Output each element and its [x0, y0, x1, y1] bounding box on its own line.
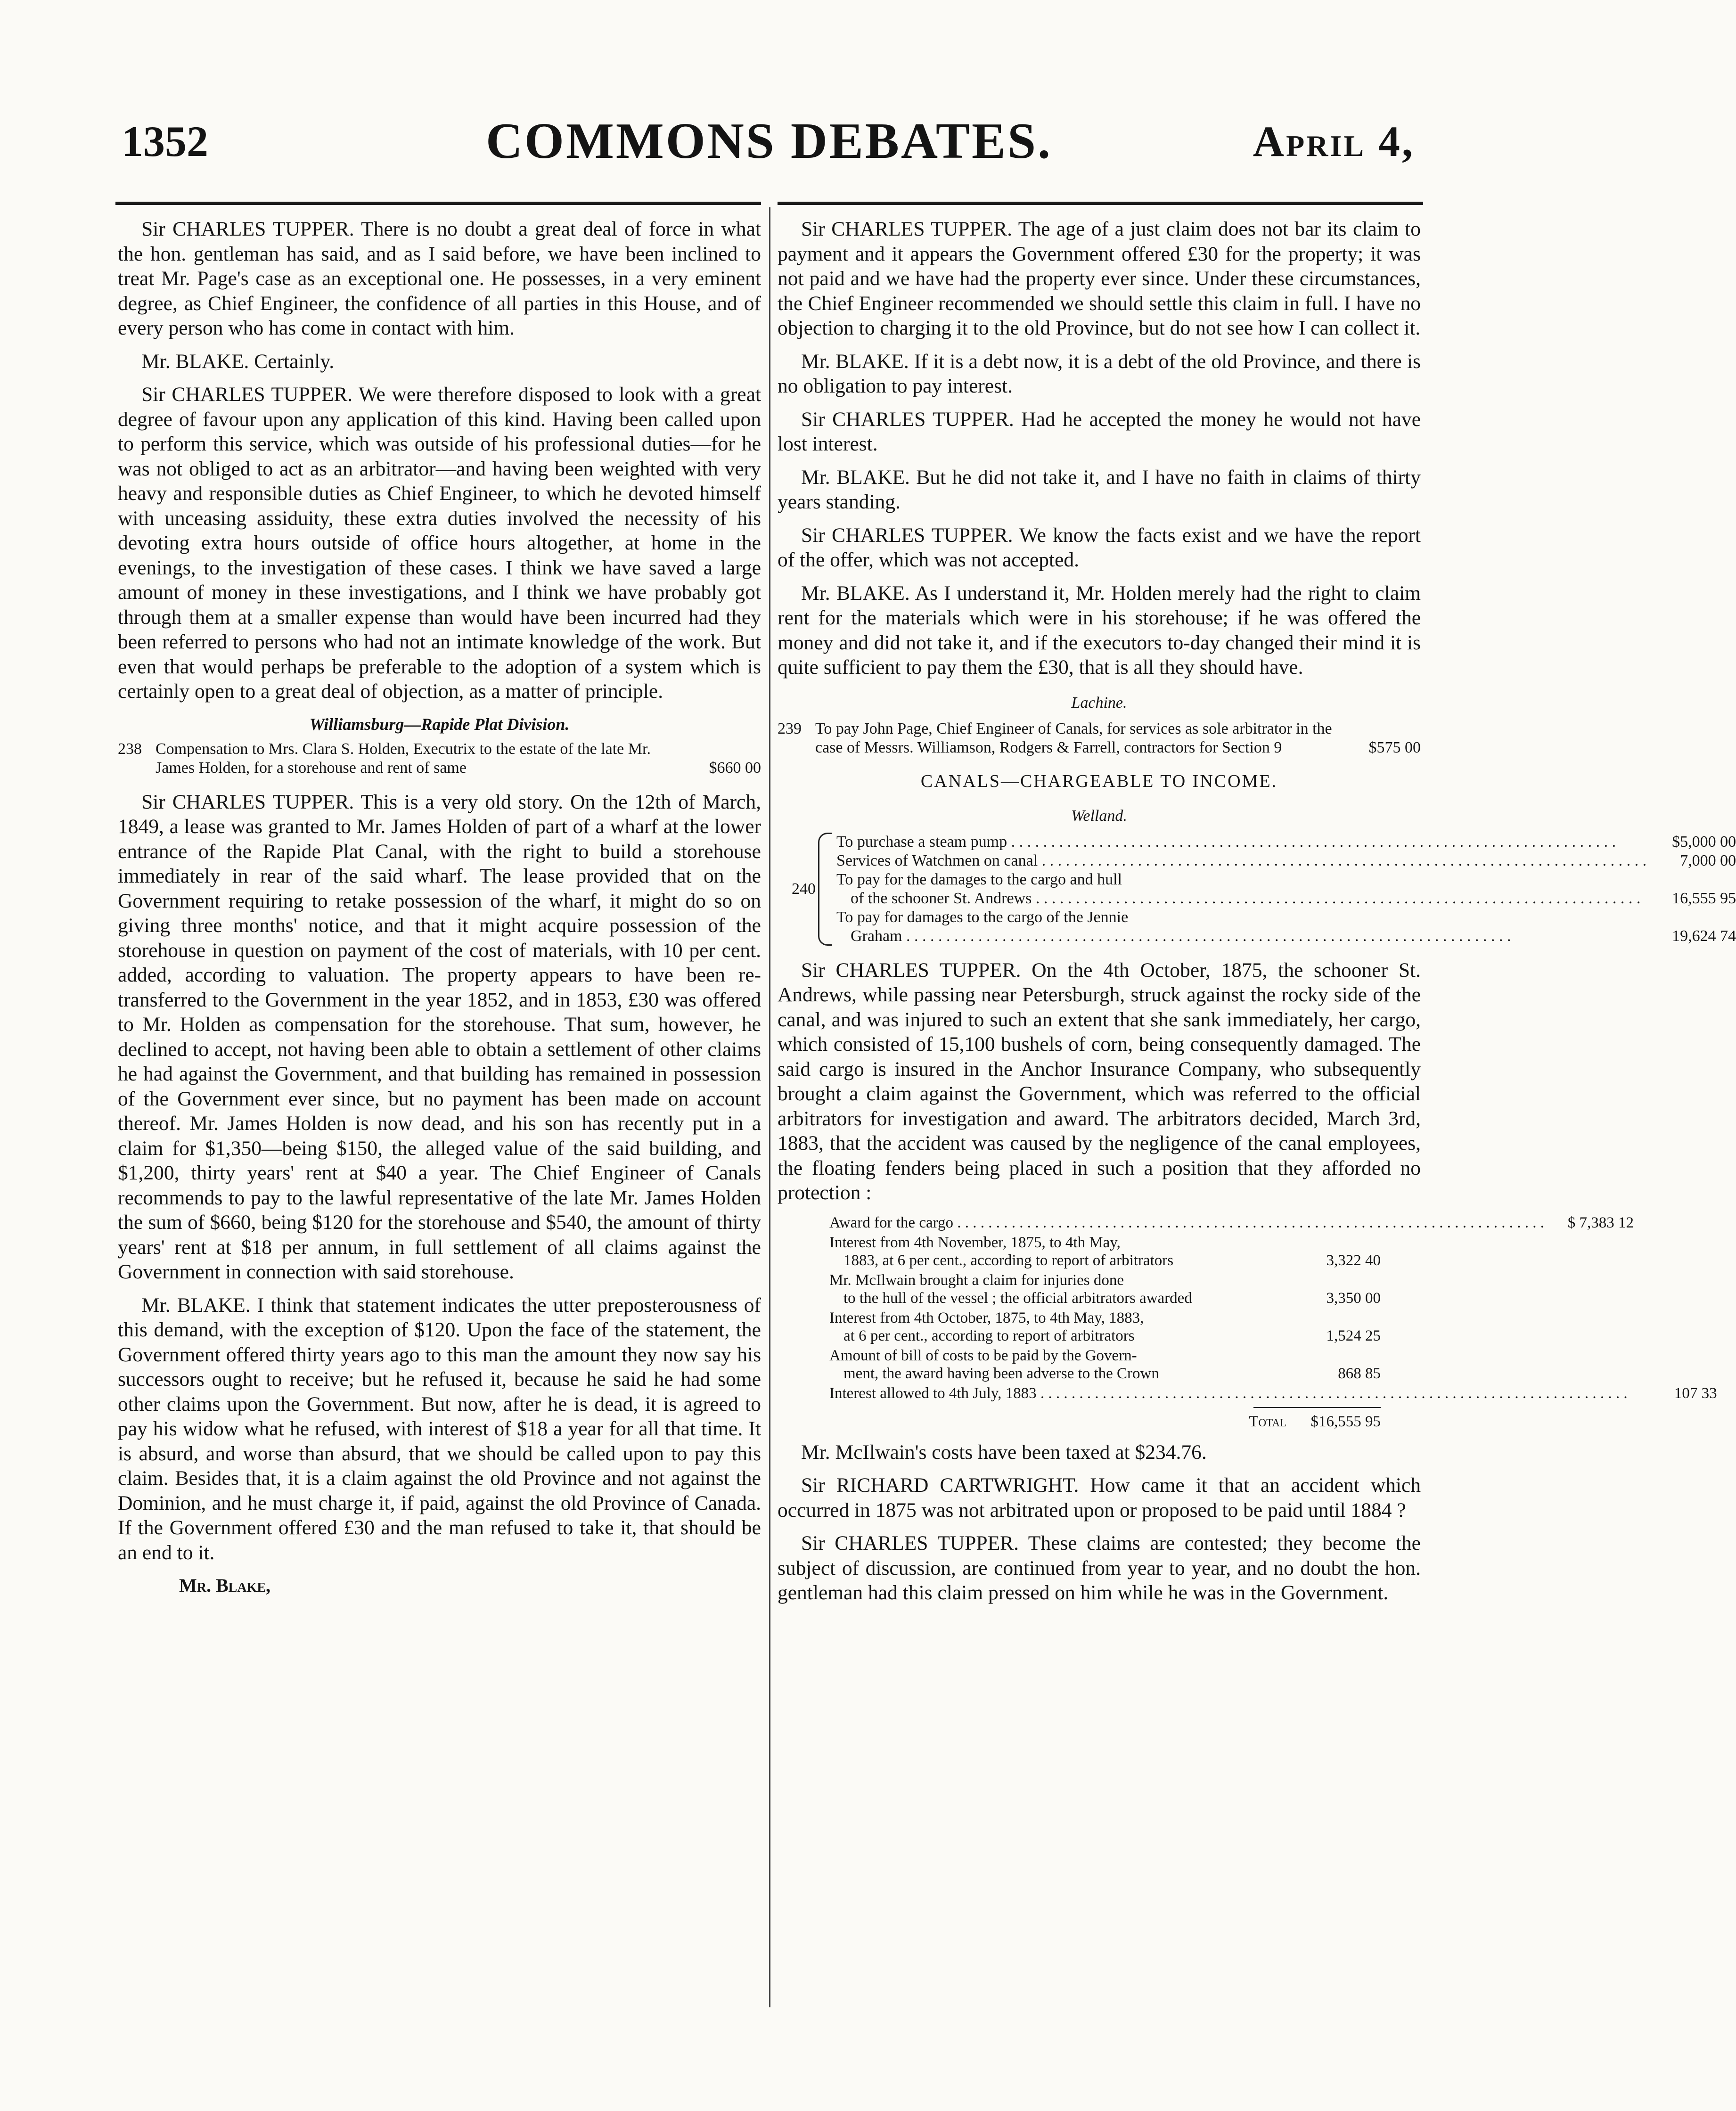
paragraph: Mr. BLAKE. I think that statement indicates the utter preposterousness of this demand, with the exception of $120. Upon the face of the statement, the Government offered thirty years ago to this man the amount they now say his successors ought to receive; but he refused it, because he said he had some other claims upon the Government. But now, after he is dead, it is agreed to pay his widow what he refused, with interest of $18 a year for all that time. It is absurd, and worse than absurd, that we should be called upon to pay this claim. Besides that, it is a claim against the old Province and not against the Dominion, and he must charge it, if paid, against the old Province of Canada. If the Government offered £30 and the man refused to take it, that should be an end to it.: [118, 1293, 761, 1564]
item-line-text: To pay for damages to the cargo of the Jennie: [836, 908, 1129, 926]
paragraph: Sir CHARLES TUPPER. On the 4th October, 1875, the schooner St. Andrews, while passing near Petersburgh, struck against the rocky side of the canal, and was injured to such an extent that she sank immediately, her cargo, which consisted of 15,100 bushels of corn, being consequently damaged. The said cargo is insured in the Anchor Insurance Company, who subsequently brought a claim against the Government, which was referred to the official arbitrators for investigation and award. The arbitrators decided, March 3rd, 1883, that the accident was caused by the negligence of the canal employees, the floating fenders being placed in such a position that they afforded no protection :: [778, 958, 1421, 1204]
item-line-text: Graham . . .: [836, 927, 1646, 946]
award-row-amount: 1,524 25: [1326, 1327, 1381, 1344]
item-line-amount: 19,624 74: [1672, 927, 1736, 945]
award-row: [829, 1271, 1381, 1307]
award-row-text: Mr. McIlwain brought a claim for injuries done: [829, 1271, 1124, 1289]
item-line-amount: $5,000 00: [1672, 833, 1736, 851]
paragraph: Sir CHARLES TUPPER. This is a very old story. On the 12th of March, 1849, a lease was granted to Mr. James Holden of part of a wharf at the lower entrance of the Rapide Plat Canal, with the right to build a storehouse immediately in rear of the said wharf. The lease provided that on the Government requiring to retake possession of the wharf, it might do so on giving three months' notice, and that it might acquire possession of the storehouse in question on payment of the cost of materials, with 10 per cent. added, according to valuation. The property appears to have been re-transferred to the Government in the year 1852, and in 1853, £30 was offered to Mr. Holden as compensation for the storehouse. That sum, however, he declined to accept, not having been able to obtain a settlement of other claims he had against the Government, and that building has remained in possession of the Government ever since, but no payment has been made on account thereof. Mr. James Holden is now dead, and his son has recently put in a claim for $1,350—being $150, the alleged value of the said building, and $1,200, thirty years' rent at $40 a year. The Chief Engineer of Canals recommends to pay to the lawful representative of the late Mr. James Holden the sum of $660, being $120 for the storehouse and $540, the amount of thirty years' rent at $18 per annum, in full settlement of all claims against the Government in connection with said storehouse.: [118, 790, 761, 1283]
paragraph: Mr. McIlwain's costs have been taxed at $234.76.: [801, 1440, 1207, 1464]
item-line: [836, 889, 1736, 908]
paragraph: Mr. BLAKE. Certainly.: [141, 350, 335, 373]
paragraph: Sir CHARLES TUPPER. We know the facts exist and we have the report of the offer, which was not accepted.: [778, 524, 1421, 571]
section-subheading: Williamsburg—Rapide Plat Division.: [309, 714, 570, 734]
estimate-item-240: [792, 833, 1736, 946]
award-row-amount: 3,322 40: [1326, 1252, 1381, 1269]
award-row-text: Interest from 4th October, 1875, to 4th May, 1883,: [829, 1309, 1144, 1326]
item-line-amount: 7,000 00: [1680, 851, 1736, 869]
column-divider: [769, 207, 770, 2007]
estimate-item-239: [778, 720, 1421, 757]
header-rule-left: [115, 202, 761, 205]
item-line: [836, 851, 1736, 870]
paragraph: Mr. BLAKE. If it is a debt now, it is a debt of the old Province, and there is no obligation to pay interest.: [778, 350, 1421, 397]
page-signature: Mr. Blake,: [179, 1575, 271, 1596]
right-column: [778, 217, 1736, 1614]
section-subheading: Lachine.: [1071, 694, 1127, 712]
award-row: [829, 1347, 1381, 1383]
item-amount: $660 00: [709, 759, 761, 777]
award-row-amount: 3,350 00: [1326, 1289, 1381, 1307]
award-row-text: at 6 per cent., according to report of arbitrators: [843, 1327, 1135, 1344]
award-row: [829, 1309, 1381, 1345]
page-number: 1352: [122, 117, 208, 165]
award-row-text: Amount of bill of costs to be paid by the Govern-: [829, 1347, 1137, 1364]
item-number: 240: [792, 880, 816, 898]
paragraph: Mr. BLAKE. As I understand it, Mr. Holden merely had the right to claim rent for the materials which were in his storehouse; if he was offered the money and did not take it, and if the executors to-day changed their mind it is quite sufficient to pay them the £30, that is all they should have.: [778, 581, 1421, 679]
estimate-item-238: [118, 740, 761, 777]
paragraph: Sir CHARLES TUPPER. Had he accepted the money he would not have lost interest.: [778, 408, 1421, 455]
brace: [818, 833, 832, 946]
paragraph: Sir CHARLES TUPPER. We were therefore disposed to look with a great degree of favour upon any application of this kind. Having been called upon to perform this service, which was outside of his professional duties—for he was not obliged to act as an arbitrator—and having been weighted with very heavy and responsible duties as Chief Engineer, to which he devoted himself with unceasing assiduity, these extra duties involved the necessity of his devoting extra hours outside of office hours altogether, at home in the evenings, to the investigation of these cases. I think we have saved a large amount of money in these investigations, and I think we have probably got through them at a smaller expense than would have been incurred had they been referred to persons who had not an intimate knowledge of the work. But even that would perhaps be preferable to the adoption of a system which is certainly open to a great deal of objection, as a matter of principle.: [118, 383, 761, 703]
award-row-text: to the hull of the vessel ; the official arbitrators awarded: [843, 1289, 1192, 1307]
paragraph: Mr. BLAKE. But he did not take it, and I have no faith in claims of thirty years standing.: [778, 466, 1421, 513]
item-amount: $575 00: [1368, 738, 1421, 756]
item-text: Compensation to Mrs. Clara S. Holden, Executrix to the estate of the late Mr. James Holden, for a storehouse and rent of same: [156, 740, 651, 777]
item-number: 239: [778, 720, 802, 737]
award-row-text: 1883, at 6 per cent., according to report of arbitrators: [843, 1252, 1174, 1269]
award-total-row: [829, 1413, 1381, 1431]
paragraph: Sir CHARLES TUPPER. There is no doubt a great deal of force in what the hon. gentleman has said, and as I said before, we have been inclined to treat Mr. Page's case as an exceptional one. He possesses, in a very eminent degree, as Chief Engineer, the confidence of all parties in this House, and of every person who has come in contact with him.: [118, 218, 761, 339]
award-row-text: Award for the cargo . . .: [829, 1214, 1544, 1232]
sum-rule: [1253, 1407, 1381, 1413]
item-line-text: To purchase a steam pump . . .: [836, 833, 1646, 851]
paragraph: Sir CHARLES TUPPER. The age of a just claim does not bar its claim to payment and it appears the Government offered £30 for the property; it was not paid and we have had the property ever since. Under these circumstances, the Chief Engineer recommended we should settle this claim in full. I have no objection to charging it to the old Province, but do not see how I can collect it.: [778, 218, 1421, 339]
item-line: [836, 927, 1736, 946]
award-total-label: Total: [1249, 1413, 1286, 1430]
award-row-text: Interest allowed to 4th July, 1883 . . .: [829, 1384, 1628, 1402]
award-row-amount: 868 85: [1338, 1365, 1381, 1382]
item-line-amount: 16,555 95: [1672, 889, 1736, 907]
paragraph: Sir CHARLES TUPPER. These claims are contested; they become the subject of discussion, are continued from year to year, and no doubt the hon. gentleman had this claim pressed on him while he was in the Government.: [778, 1532, 1421, 1604]
award-row-amount: 107 33: [1674, 1384, 1717, 1402]
award-row: [829, 1214, 1634, 1232]
item-line-text: Services of Watchmen on canal . . .: [836, 851, 1646, 870]
award-total-amount: $16,555 95: [1310, 1413, 1381, 1430]
award-row-amount: $ 7,383 12: [1567, 1214, 1634, 1231]
header-rule-right: [778, 202, 1423, 205]
award-table: [829, 1214, 1717, 1431]
award-row-text: Interest from 4th November, 1875, to 4th May,: [829, 1234, 1121, 1251]
section-subheading: Welland.: [1071, 807, 1127, 825]
page-title: COMMONS DEBATES.: [485, 113, 1053, 169]
item-line-text: of the schooner St. Andrews . . .: [836, 889, 1646, 908]
page-date: April 4,: [1253, 117, 1415, 165]
section-heading: CANALS—CHARGEABLE TO INCOME.: [920, 771, 1278, 791]
award-row: [829, 1234, 1381, 1269]
paragraph: Sir RICHARD CARTWRIGHT. How came it that an accident which occurred in 1875 was not arbitrated upon or proposed to be paid until 1884 ?: [778, 1474, 1421, 1522]
item-line: [836, 833, 1736, 851]
left-column: [118, 217, 761, 1598]
item-text: To pay John Page, Chief Engineer of Canals, for services as sole arbitrator in the case of Messrs. Williamson, Rodgers & Farrell, contractors for Section 9: [815, 720, 1332, 756]
award-row: [829, 1384, 1717, 1402]
item-line-text: To pay for the damages to the cargo and hull: [836, 870, 1122, 888]
item-number: 238: [118, 740, 142, 758]
award-row-text: ment, the award having been adverse to the Crown: [843, 1365, 1159, 1382]
